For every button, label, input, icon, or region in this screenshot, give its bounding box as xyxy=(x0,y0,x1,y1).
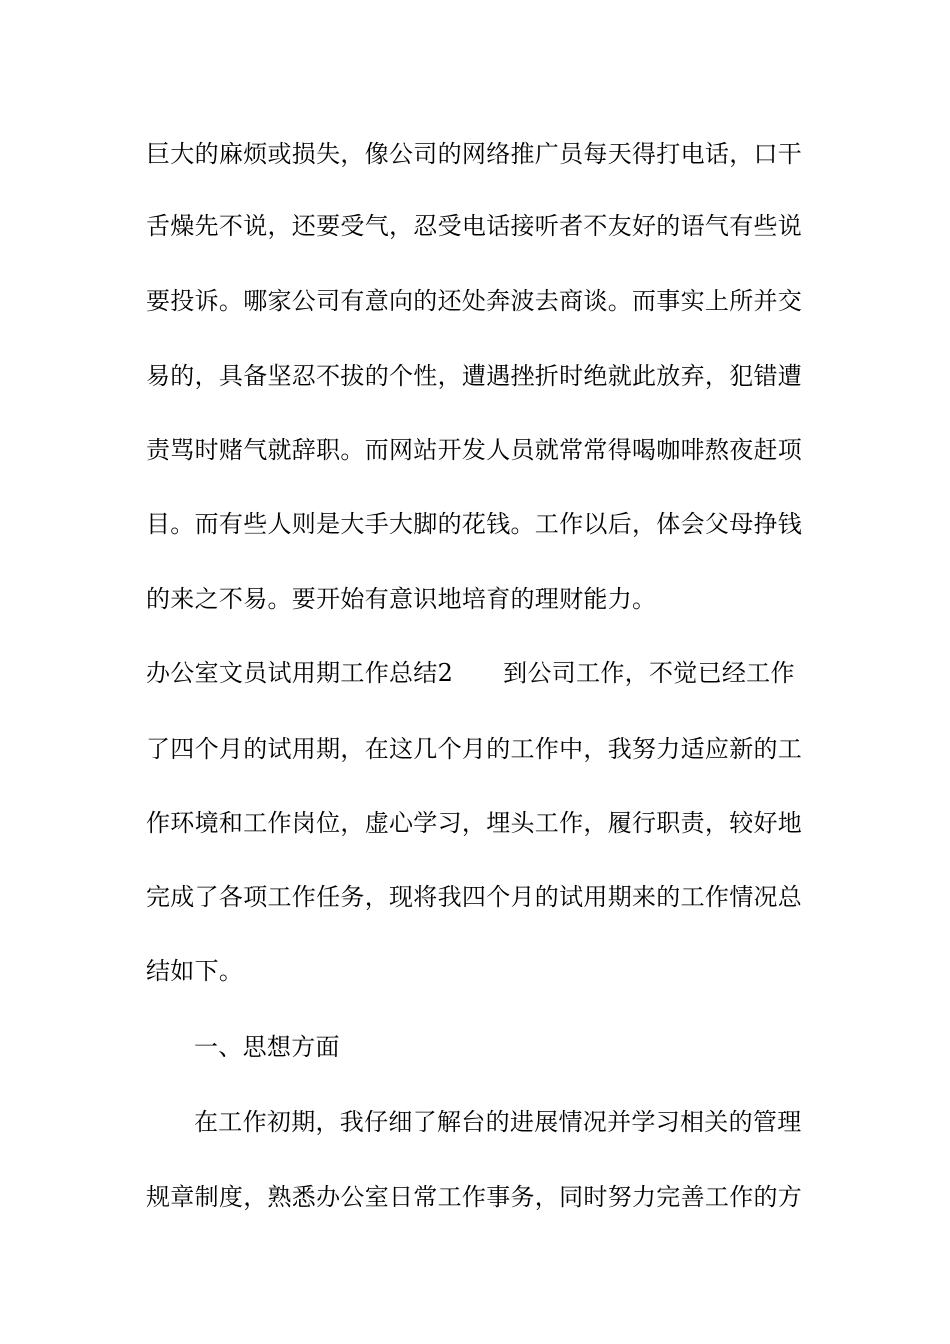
paragraph-line: 作环境和工作岗位，虚心学习，埋头工作，履行职责，较好地 xyxy=(146,809,803,837)
paragraph-line: 的来之不易。要开始有意识地培育的理财能力。 xyxy=(146,585,657,613)
document-heading: 办公室文员试用期工作总结2 xyxy=(146,659,454,687)
heading-continuation: 到公司工作，不觉已经工作 xyxy=(503,659,795,687)
paragraph-line: 结如下。 xyxy=(146,957,244,985)
paragraph-line: 目。而有些人则是大手大脚的花钱。工作以后，体会父母挣钱 xyxy=(146,510,803,538)
paragraph-line: 巨大的麻烦或损失，像公司的网络推广员每天得打电话，口干 xyxy=(146,140,803,168)
paragraph-line: 要投诉。哪家公司有意向的还处奔波去商谈。而事实上所并交 xyxy=(146,287,803,315)
paragraph-line: 责骂时赌气就辞职。而网站开发人员就常常得喝咖啡熬夜赶项 xyxy=(146,436,803,464)
paragraph-line: 在工作初期，我仔细了解台的进展情况并学习相关的管理 xyxy=(194,1108,802,1136)
paragraph-line: 规章制度，熟悉办公室日常工作事务，同时努力完善工作的方 xyxy=(146,1183,803,1211)
paragraph-line: 舌燥先不说，还要受气，忍受电话接听者不友好的语气有些说 xyxy=(146,212,803,240)
document-heading-line xyxy=(146,657,816,689)
paragraph-line: 了四个月的试用期，在这几个月的工作中，我努力适应新的工 xyxy=(146,735,803,763)
paragraph-line: 易的，具备坚忍不拔的个性，遭遇挫折时绝就此放弃，犯错遭 xyxy=(146,362,803,390)
section-title: 一、思想方面 xyxy=(194,1033,340,1061)
paragraph-line: 完成了各项工作任务，现将我四个月的试用期来的工作情况总 xyxy=(146,883,803,911)
